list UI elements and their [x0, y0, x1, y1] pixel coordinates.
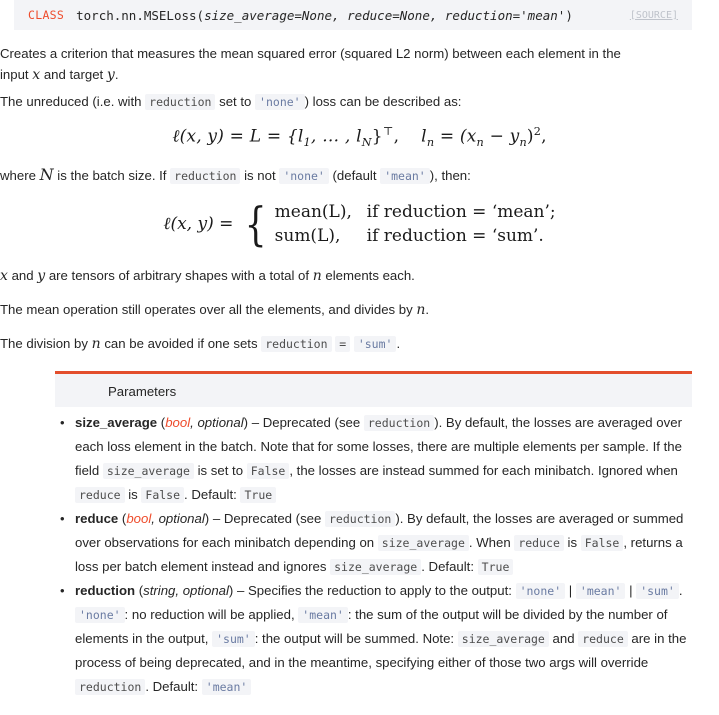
parameters-title: Parameters	[108, 384, 177, 399]
param-name-reduction: reduction	[75, 583, 136, 598]
param3-seg-4: : the sum of the output will be divided by the number of elements in the output,	[75, 607, 668, 646]
tensors-text-e: elements each.	[321, 268, 415, 283]
code-sum-p3: 'sum'	[636, 583, 679, 599]
parameters-section	[55, 371, 692, 407]
unreduced-text-c: ) loss can be described as:	[304, 94, 462, 109]
param-seg-4: , the losses are instead summed for each minibatch. Ignored when	[289, 463, 678, 478]
unreduced-text-a: The unreduced (i.e. with	[0, 94, 146, 109]
eq1-rhs-sub-n: n	[426, 136, 435, 150]
eq1-rhs-close: )	[526, 126, 534, 147]
code-reduction-p3: reduction	[75, 679, 145, 695]
code-reduction-p1: reduction	[364, 415, 434, 431]
code-mean-p3: 'mean'	[576, 583, 626, 599]
signature-close-paren: )	[565, 7, 573, 23]
param-seg-1: ) – Deprecated (see	[243, 415, 364, 430]
cases-condition-sum: if reduction = ‘sum’.	[366, 226, 544, 246]
param-optional-1: , optional	[190, 415, 244, 430]
param3-seg-2: .	[678, 583, 683, 598]
intro-text-b: and target	[40, 67, 107, 82]
unreduced-text-b: set to	[215, 94, 256, 109]
math-var-y: y	[106, 67, 115, 83]
param3-sep-2: |	[625, 583, 637, 598]
eq1-close-brace: }	[371, 126, 383, 147]
param-seg-5: is	[124, 487, 142, 502]
param2-seg-5: , returns a loss per batch element instead and ignores	[75, 535, 683, 574]
batch-size-paragraph	[0, 164, 471, 187]
param-type-bool-1: bool	[165, 415, 191, 430]
code-mean-p3b: 'mean'	[298, 607, 348, 623]
cases-value-sum: sum(L),	[274, 226, 341, 246]
param-name-reduce: reduce	[75, 511, 119, 526]
param2-seg-1: ) – Deprecated (see	[204, 511, 325, 526]
where-text-c: is not	[240, 168, 280, 183]
code-reduce-p1: reduce	[75, 487, 125, 503]
param-seg-3: is set to	[193, 463, 247, 478]
eq1-rhs-comma: ,	[541, 126, 547, 147]
list-item: • reduction (string, optional) – Specifies the reduction to apply to the output: 'none' | 'mean' | 'sum' . 'none' : no reduction will be applied, 'mean' : the sum of the output will be divided by the number of elements in the output, 'sum' : the output will be summed. Note: size_average and reduce are in the process of being deprecated, and in the meantime, specifying either of those two args will override reduction . Default: 'mean'	[60, 579, 700, 699]
intro-text-c: .	[114, 67, 119, 82]
param3-seg-1: ) – Specifies the reduction to apply to the output:	[228, 583, 516, 598]
param-optional-2: , optional	[151, 511, 205, 526]
code-size-average-p3: size_average	[458, 631, 549, 647]
eq1-rhs-l: l	[421, 126, 427, 147]
param3-seg-8: . Default:	[145, 679, 202, 694]
code-reduction-3: reduction	[261, 336, 331, 352]
equation-unreduced-loss	[0, 125, 719, 149]
math-var-N: N	[39, 165, 54, 184]
param2-seg-4: is	[563, 535, 581, 550]
cases-row-sum	[275, 224, 556, 248]
cases-rows	[275, 200, 556, 248]
cases-environment	[163, 197, 556, 251]
eq1-comma: ,	[393, 126, 400, 147]
code-none-p3: 'none'	[516, 583, 566, 599]
eq1-lhs: ℓ(x, y) = L = {l	[172, 126, 304, 147]
cases-row-mean	[275, 200, 556, 224]
math-var-x: x	[32, 67, 41, 83]
eq1-rhs-minus: − y	[483, 126, 520, 147]
code-size-average-p1: size_average	[103, 463, 194, 479]
eq1-rhs-sub-n2: n	[476, 136, 484, 150]
mean-op-text-a: The mean operation still operates over all the elements, and divides by	[0, 302, 417, 317]
where-text-b: is the batch size. If	[53, 168, 171, 183]
math-var-x-2: x	[0, 268, 8, 284]
param-type-string: string, optional	[143, 583, 229, 598]
where-text-d: (default	[328, 168, 381, 183]
parameters-list	[60, 411, 700, 699]
code-equals-sign: =	[335, 336, 350, 352]
tensors-paragraph	[0, 265, 415, 287]
division-text-c: .	[396, 336, 401, 351]
division-paragraph	[0, 333, 400, 355]
param-name-size-average: size_average	[75, 415, 158, 430]
where-text-e: ), then:	[429, 168, 471, 183]
intro-text-a: Creates a criterion that measures the mean squared error (squared L2 norm) between each element in the input	[0, 46, 621, 82]
math-var-y-2: y	[37, 268, 46, 284]
param2-seg-2: ). By default, the losses are averaged or summed over observations for each minibatch depending on	[75, 511, 684, 550]
param-type-bool-2: bool	[126, 511, 152, 526]
division-text-b: can be avoided if one sets	[100, 336, 262, 351]
tensors-text-d: are tensors of arbitrary shapes with a total of	[45, 268, 313, 283]
code-false-p2: False	[581, 535, 624, 551]
list-item: • size_average (bool, optional) – Deprecated (see reduction ). By default, the losses are averaged over each loss element in the batch. Note that for some losses, there are multiple elements per sample. If the field size_average is set to False , the losses are instead summed for each minibatch. Ignored when reduce is False . Default: True	[60, 411, 700, 507]
eq1-rhs-sub-n3: n	[519, 136, 527, 150]
code-false-p1: False	[247, 463, 290, 479]
code-none-p3b: 'none'	[75, 607, 125, 623]
large-brace: {	[245, 197, 267, 251]
param3-seg-3: : no reduction will be applied,	[124, 607, 299, 622]
param-seg-2: ). By default, the losses are averaged over each loss element in the batch. Note that for some losses, there are multiple elements per sample. If the field	[75, 415, 682, 478]
code-true-p1: True	[240, 487, 276, 503]
code-reduction-p2: reduction	[325, 511, 395, 527]
where-text-a: where	[0, 168, 40, 183]
code-none-1: 'none'	[255, 94, 305, 110]
math-var-n-2: n	[416, 302, 426, 318]
code-none-2: 'none'	[279, 168, 329, 184]
eq1-transpose: ⊤	[382, 125, 394, 138]
signature-arguments: size_average=None, reduce=None, reduction='mean'	[204, 7, 566, 23]
math-var-n-1: n	[312, 268, 322, 284]
class-signature-bar	[14, 0, 692, 30]
code-reduce-p3: reduce	[578, 631, 628, 647]
code-false-p1b: False	[141, 487, 184, 503]
class-keyword-label: CLASS	[28, 8, 65, 22]
code-reduce-p2: reduce	[514, 535, 564, 551]
param3-seg-6: and	[548, 631, 579, 646]
tensors-text-b: and	[7, 268, 38, 283]
param-seg-6: . Default:	[184, 487, 241, 502]
param3-seg-5: : the output will be summed. Note:	[254, 631, 458, 646]
code-true-p2: True	[478, 559, 514, 575]
class-signature-text	[76, 8, 573, 23]
param3-seg-7: are in the process of being deprecated, and in the meantime, specifying either of those two args will override	[75, 631, 687, 670]
signature-open-paren: (	[196, 7, 205, 23]
division-text-a: The division by	[0, 336, 92, 351]
intro-paragraph	[0, 43, 636, 86]
eq1-sub-N: N	[361, 136, 372, 150]
source-link[interactable]: [SOURCE]	[629, 9, 678, 21]
eq1-sub-1: 1	[303, 136, 311, 150]
eq1-mid: , … , l	[310, 126, 362, 147]
math-var-n-3: n	[91, 336, 101, 352]
code-size-average-p2b: size_average	[330, 559, 421, 575]
param2-seg-6: . Default:	[421, 559, 478, 574]
class-qualified-name: torch.nn.MSELoss	[76, 7, 197, 23]
param3-sep-1: |	[565, 583, 576, 598]
mean-op-text-b: .	[425, 302, 430, 317]
code-reduction-1: reduction	[145, 94, 215, 110]
cases-value-mean: mean(L),	[274, 202, 352, 222]
eq1-rhs-eq: = (x	[434, 126, 477, 147]
code-sum-1: 'sum'	[354, 336, 397, 352]
unreduced-paragraph	[0, 91, 461, 113]
code-mean-1: 'mean'	[380, 168, 430, 184]
cases-condition-mean: if reduction = ‘mean’;	[366, 202, 556, 222]
list-item: • reduce (bool, optional) – Deprecated (see reduction ). By default, the losses are averaged or summed over observations for each minibatch depending on size_average . When reduce is False , returns a loss per batch element instead and ignores size_average . Default: True	[60, 507, 700, 579]
eq2-lhs: ℓ(x, y) =	[163, 214, 234, 234]
code-size-average-p2: size_average	[378, 535, 469, 551]
param2-seg-3: . When	[468, 535, 515, 550]
code-mean-p3c: 'mean'	[202, 679, 252, 695]
eq1-rhs-power: 2	[533, 125, 542, 138]
code-reduction-2: reduction	[170, 168, 240, 184]
code-sum-p3b: 'sum'	[212, 631, 255, 647]
mean-operation-paragraph	[0, 299, 429, 321]
equation-reduced-loss	[0, 197, 719, 251]
